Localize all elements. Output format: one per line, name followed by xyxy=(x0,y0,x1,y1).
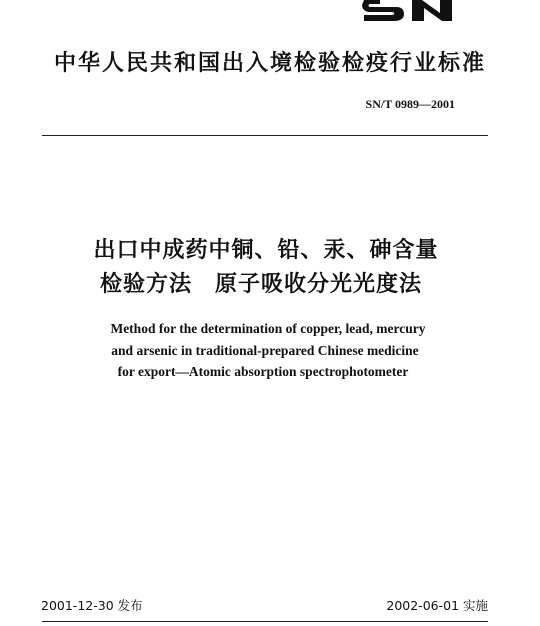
title-en-line-3: for export—Atomic absorption spectrophotometer xyxy=(117,364,409,379)
bottom-divider xyxy=(42,621,488,622)
standard-category-title: 中华人民共和国出入境检验检疫行业标准 xyxy=(53,51,486,76)
title-en-line-2: and arsenic in traditional-prepared Chinese medicine xyxy=(111,343,419,358)
standard-code: SN/T 0989—2001 xyxy=(365,97,455,111)
title-en-line-1: Method for the determination of copper, lead, mercury xyxy=(110,321,426,336)
title-zh-line-2: 检验方法 原子吸收分光光度法 xyxy=(99,272,422,297)
title-zh-line-1: 出口中成药中铜、铅、汞、砷含量 xyxy=(93,238,439,263)
implementation-date: 2002-06-01 实施 xyxy=(386,598,488,613)
sn-logo xyxy=(362,0,454,22)
sn-logo-mark xyxy=(362,0,454,22)
issue-date: 2001-12-30 发布 xyxy=(41,598,143,613)
top-divider xyxy=(42,135,488,136)
